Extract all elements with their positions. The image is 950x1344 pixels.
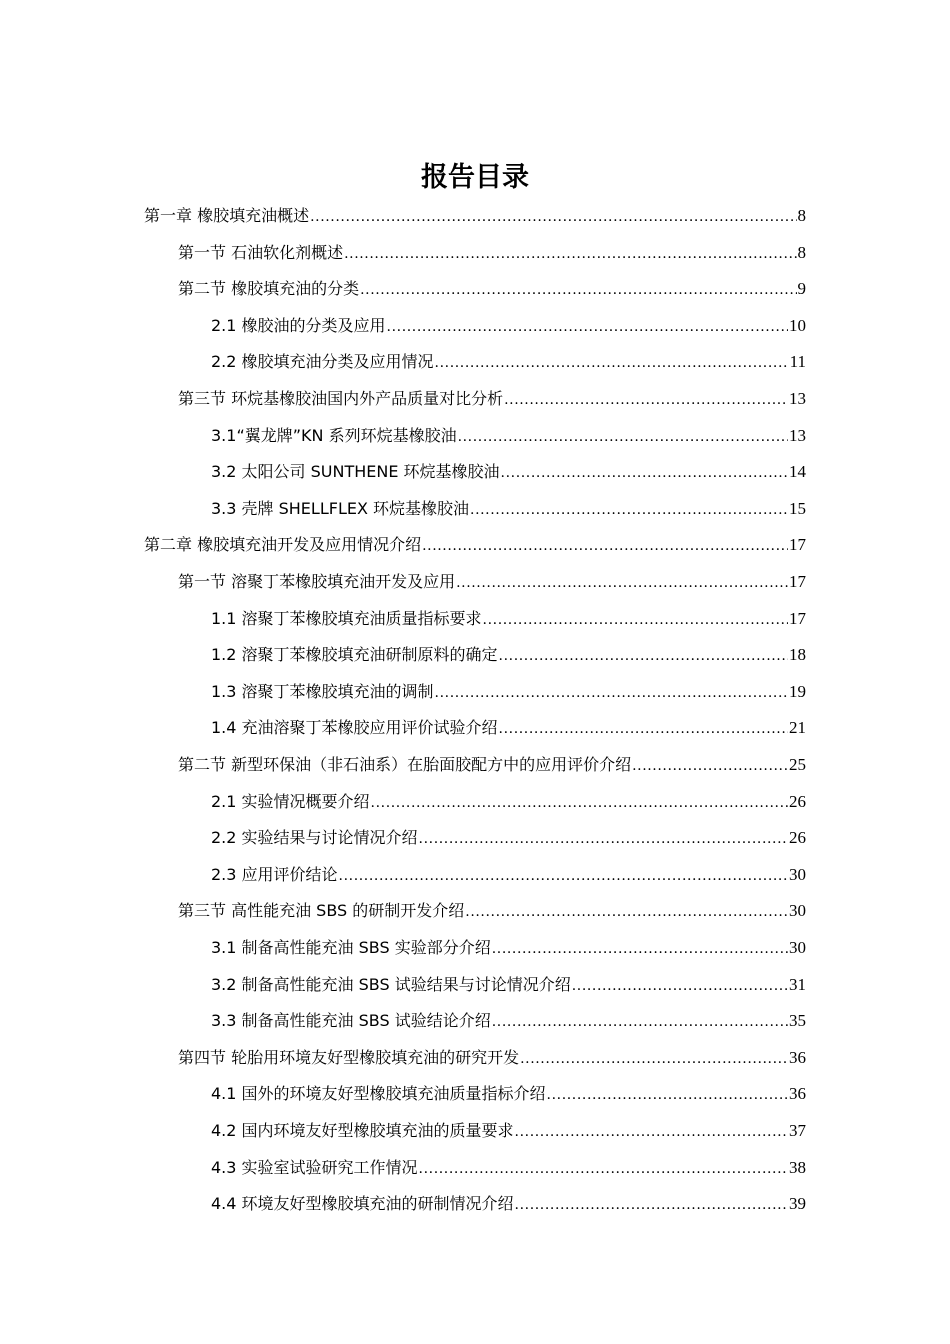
toc-entry-title: 1.4 充油溶聚丁苯橡胶应用评价试验介绍 bbox=[211, 718, 498, 738]
toc-entry-title: 4.1 国外的环境友好型橡胶填充油质量指标介绍 bbox=[211, 1084, 546, 1104]
toc-entry-page-number: 31 bbox=[789, 974, 806, 994]
toc-entry-page-number: 14 bbox=[789, 462, 806, 482]
toc-entry[interactable] bbox=[211, 674, 806, 710]
toc-entry-title: 4.4 环境友好型橡胶填充油的研制情况介绍 bbox=[211, 1194, 514, 1214]
toc-leader-dots bbox=[515, 1114, 788, 1150]
toc-leader-dots bbox=[547, 1077, 788, 1113]
toc-leader-dots bbox=[456, 565, 788, 601]
toc-entry[interactable] bbox=[178, 564, 806, 600]
toc-leader-dots bbox=[387, 309, 788, 345]
toc-entry-page-number: 17 bbox=[789, 572, 806, 591]
toc-entry-page-number: 37 bbox=[789, 1121, 806, 1140]
toc-entry-page-number: 17 bbox=[789, 535, 806, 555]
toc-entry-title: 第一节 石油软化剂概述 bbox=[178, 242, 344, 262]
toc-leader-dots bbox=[492, 931, 788, 967]
toc-entry-page-number: 13 bbox=[789, 425, 806, 445]
toc-entry[interactable] bbox=[211, 1186, 806, 1222]
toc-entry-title: 3.3 壳牌 SHELLFLEX 环烷基橡胶油 bbox=[211, 498, 470, 518]
toc-leader-dots bbox=[515, 1187, 788, 1223]
toc-entry-title: 4.3 实验室试验研究工作情况 bbox=[211, 1157, 418, 1177]
toc-leader-dots bbox=[310, 199, 796, 235]
toc-entry-title: 第一节 溶聚丁苯橡胶填充油开发及应用 bbox=[178, 572, 456, 591]
toc-entry[interactable] bbox=[211, 308, 806, 344]
toc-entry-title: 2.2 橡胶填充油分类及应用情况 bbox=[211, 352, 434, 372]
toc-entry[interactable] bbox=[178, 381, 806, 417]
toc-entry-title: 2.1 橡胶油的分类及应用 bbox=[211, 315, 386, 335]
toc-leader-dots bbox=[501, 455, 788, 491]
toc-entry[interactable] bbox=[211, 1003, 806, 1039]
toc-entry-title: 2.1 实验情况概要介绍 bbox=[211, 791, 370, 811]
toc-entry-page-number: 9 bbox=[797, 279, 806, 299]
toc-entry-page-number: 11 bbox=[789, 352, 806, 372]
toc-entry-page-number: 30 bbox=[789, 864, 806, 884]
toc-entry[interactable] bbox=[211, 784, 806, 820]
toc-leader-dots bbox=[520, 1041, 788, 1077]
toc-entry-title: 第一章 橡胶填充油概述 bbox=[144, 206, 310, 225]
toc-entry-page-number: 18 bbox=[789, 645, 806, 665]
toc-leader-dots bbox=[483, 602, 788, 638]
toc-entry[interactable] bbox=[178, 235, 806, 271]
toc-entry[interactable] bbox=[211, 930, 806, 966]
toc-entry-title: 1.3 溶聚丁苯橡胶填充油的调制 bbox=[211, 681, 434, 701]
toc-entry-page-number: 25 bbox=[789, 755, 806, 774]
toc-entry-page-number: 17 bbox=[789, 608, 806, 628]
toc-leader-dots bbox=[465, 894, 788, 930]
toc-entry-page-number: 8 bbox=[797, 242, 806, 262]
toc-entry-page-number: 36 bbox=[789, 1047, 806, 1067]
toc-entry[interactable] bbox=[211, 601, 806, 637]
toc-entry[interactable] bbox=[211, 1150, 806, 1186]
toc-leader-dots bbox=[499, 638, 788, 674]
toc-leader-dots bbox=[572, 968, 788, 1004]
toc-entry-page-number: 39 bbox=[789, 1194, 806, 1214]
toc-entry[interactable] bbox=[211, 967, 806, 1003]
toc-entry[interactable] bbox=[211, 454, 806, 490]
toc-entry[interactable] bbox=[178, 747, 806, 783]
toc-entry[interactable] bbox=[211, 344, 806, 380]
toc-entry-title: 第二节 橡胶填充油的分类 bbox=[178, 279, 360, 299]
toc-entry-title: 第二章 橡胶填充油开发及应用情况介绍 bbox=[144, 535, 422, 555]
toc-leader-dots bbox=[632, 748, 788, 784]
toc-leader-dots bbox=[458, 419, 788, 455]
toc-entry-page-number: 10 bbox=[789, 315, 806, 335]
toc-entry-page-number: 26 bbox=[789, 828, 806, 848]
toc-entry-title: 第四节 轮胎用环境友好型橡胶填充油的研究开发 bbox=[178, 1047, 520, 1067]
toc-entry-title: 第三节 环烷基橡胶油国内外产品质量对比分析 bbox=[178, 389, 504, 408]
toc-entry-page-number: 19 bbox=[789, 681, 806, 701]
toc-entry-page-number: 36 bbox=[789, 1084, 806, 1104]
toc-entry[interactable] bbox=[178, 893, 806, 929]
toc-entry[interactable] bbox=[211, 637, 806, 673]
toc-entry[interactable] bbox=[178, 271, 806, 307]
toc-entry-page-number: 13 bbox=[789, 389, 806, 408]
toc-entry-page-number: 35 bbox=[789, 1011, 806, 1031]
toc-entry[interactable] bbox=[178, 1040, 806, 1076]
toc-leader-dots bbox=[360, 272, 796, 308]
toc-entry[interactable] bbox=[211, 1076, 806, 1112]
toc-entry-title: 3.2 制备高性能充油 SBS 试验结果与讨论情况介绍 bbox=[211, 974, 571, 994]
toc-entry[interactable] bbox=[211, 1113, 806, 1149]
toc-leader-dots bbox=[339, 858, 788, 894]
toc-leader-dots bbox=[504, 382, 788, 418]
toc-entry-title: 3.2 太阳公司 SUNTHENE 环烷基橡胶油 bbox=[211, 462, 500, 482]
toc-leader-dots bbox=[422, 528, 788, 564]
toc-leader-dots bbox=[470, 492, 788, 528]
toc-entry-page-number: 21 bbox=[789, 718, 806, 738]
toc-entry[interactable] bbox=[211, 418, 806, 454]
toc-entry-title: 2.3 应用评价结论 bbox=[211, 864, 338, 884]
toc-entry-page-number: 30 bbox=[789, 901, 806, 921]
toc-entry[interactable] bbox=[211, 857, 806, 893]
toc-entry-page-number: 26 bbox=[789, 791, 806, 811]
toc-leader-dots bbox=[435, 345, 789, 381]
toc-leader-dots bbox=[344, 236, 796, 272]
toc-entry[interactable] bbox=[211, 710, 806, 746]
toc-entry[interactable] bbox=[144, 527, 806, 563]
toc-entry-title: 1.2 溶聚丁苯橡胶填充油研制原料的确定 bbox=[211, 645, 498, 665]
toc-leader-dots bbox=[419, 1151, 788, 1187]
toc-entry[interactable] bbox=[211, 820, 806, 856]
toc-entry-title: 4.2 国内环境友好型橡胶填充油的质量要求 bbox=[211, 1121, 514, 1140]
toc-entry-title: 3.3 制备高性能充油 SBS 试验结论介绍 bbox=[211, 1011, 491, 1031]
toc-leader-dots bbox=[435, 675, 788, 711]
toc-entry-title: 3.1 制备高性能充油 SBS 实验部分介绍 bbox=[211, 938, 491, 957]
toc-entry[interactable] bbox=[144, 198, 806, 234]
toc-entry-page-number: 8 bbox=[797, 206, 806, 225]
toc-leader-dots bbox=[492, 1004, 788, 1040]
toc-entry-page-number: 38 bbox=[789, 1157, 806, 1177]
page-title: 报告目录 bbox=[421, 162, 529, 193]
toc-entry-title: 3.1“翼龙牌”KN 系列环烷基橡胶油 bbox=[211, 425, 457, 445]
toc-entry-page-number: 15 bbox=[789, 498, 806, 518]
toc-leader-dots bbox=[371, 785, 788, 821]
toc-entry-title: 1.1 溶聚丁苯橡胶填充油质量指标要求 bbox=[211, 608, 482, 628]
toc-entry-page-number: 30 bbox=[789, 938, 806, 957]
toc-leader-dots bbox=[499, 711, 788, 747]
toc-leader-dots bbox=[419, 821, 788, 857]
toc-entry-title: 第二节 新型环保油（非石油系）在胎面胶配方中的应用评价介绍 bbox=[178, 755, 632, 774]
toc-entry[interactable] bbox=[211, 491, 806, 527]
toc-entry-title: 2.2 实验结果与讨论情况介绍 bbox=[211, 828, 418, 848]
toc-entry-title: 第三节 高性能充油 SBS 的研制开发介绍 bbox=[178, 901, 465, 921]
